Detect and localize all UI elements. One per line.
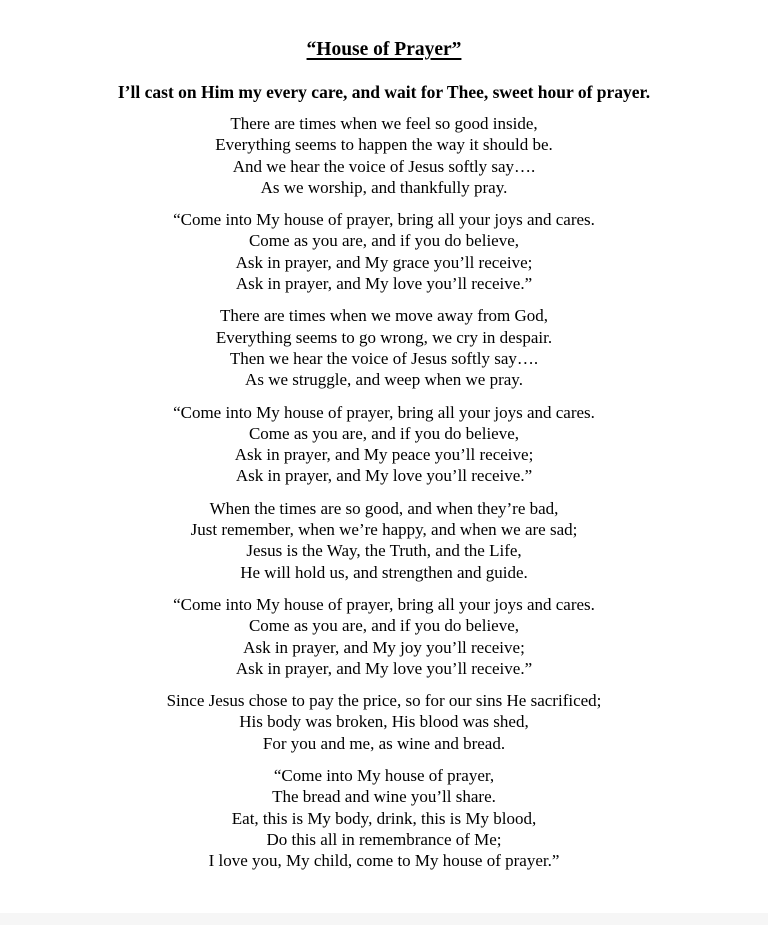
lyric-line: For you and me, as wine and bread. xyxy=(262,733,506,753)
lyric-line: Everything seems to happen the way it should be. xyxy=(215,135,553,155)
lyric-line: His body was broken, His blood was shed, xyxy=(239,712,529,732)
stanza xyxy=(0,402,768,487)
lyric-line: “Come into My house of prayer, bring all your joys and cares. xyxy=(173,210,595,230)
lyric-line: He will hold us, and strengthen and guide. xyxy=(240,562,528,582)
lyric-line: Ask in prayer, and My love you’ll receive.” xyxy=(235,274,533,294)
song-subtitle: I’ll cast on Him my every care, and wait for Thee, sweet hour of prayer. xyxy=(117,82,651,102)
lyric-line: Come as you are, and if you do believe, xyxy=(248,423,520,443)
lyric-line: Everything seems to go wrong, we cry in despair. xyxy=(215,327,553,347)
stanza xyxy=(0,113,768,198)
lyric-line: As we worship, and thankfully pray. xyxy=(260,177,508,197)
lyric-line: Come as you are, and if you do believe, xyxy=(248,616,520,636)
stanza xyxy=(0,690,768,754)
lyric-line: The bread and wine you’ll share. xyxy=(272,787,496,807)
lyric-line: Come as you are, and if you do believe, xyxy=(248,231,520,251)
lyric-line: There are times when we move away from God, xyxy=(219,306,549,326)
song-title-text: “House of Prayer” xyxy=(306,39,462,60)
lyric-line: As we struggle, and weep when we pray. xyxy=(245,370,523,390)
lyric-line: Ask in prayer, and My love you’ll receive.” xyxy=(235,658,533,678)
song-title xyxy=(0,37,768,63)
lyric-line: Eat, this is My body, drink, this is My blood, xyxy=(231,808,537,828)
lyric-line: There are times when we feel so good inside, xyxy=(230,114,538,133)
lyric-line: Ask in prayer, and My grace you’ll receive; xyxy=(235,252,533,272)
lyric-line: Then we hear the voice of Jesus softly say…. xyxy=(229,348,539,368)
lyric-line: Just remember, when we’re happy, and when we are sad; xyxy=(190,520,578,540)
lyric-line: Ask in prayer, and My love you’ll receive.” xyxy=(235,466,533,486)
lyric-line: “Come into My house of prayer, bring all your joys and cares. xyxy=(173,402,595,422)
stanza xyxy=(0,498,768,583)
stanza xyxy=(0,765,768,871)
lyric-line: And we hear the voice of Jesus softly say…. xyxy=(232,156,536,176)
lyric-line: Jesus is the Way, the Truth, and the Life, xyxy=(246,541,522,561)
page-bottom-edge xyxy=(0,913,768,925)
lyric-line: When the times are so good, and when they’re bad, xyxy=(209,498,559,518)
lyric-line: Ask in prayer, and My peace you’ll receive; xyxy=(234,445,534,465)
lyric-line: I love you, My child, come to My house of prayer.” xyxy=(208,851,560,871)
stanza xyxy=(0,209,768,294)
lyric-line: “Come into My house of prayer, xyxy=(273,766,495,786)
stanza xyxy=(0,305,768,390)
lyric-line: Do this all in remembrance of Me; xyxy=(266,829,502,849)
lyric-line: Since Jesus chose to pay the price, so for our sins He sacrificed; xyxy=(166,691,602,711)
lyric-line: “Come into My house of prayer, bring all your joys and cares. xyxy=(173,594,595,614)
lyric-line: Ask in prayer, and My joy you’ll receive; xyxy=(243,637,525,657)
stanza xyxy=(0,594,768,679)
lyrics-body xyxy=(0,113,768,872)
